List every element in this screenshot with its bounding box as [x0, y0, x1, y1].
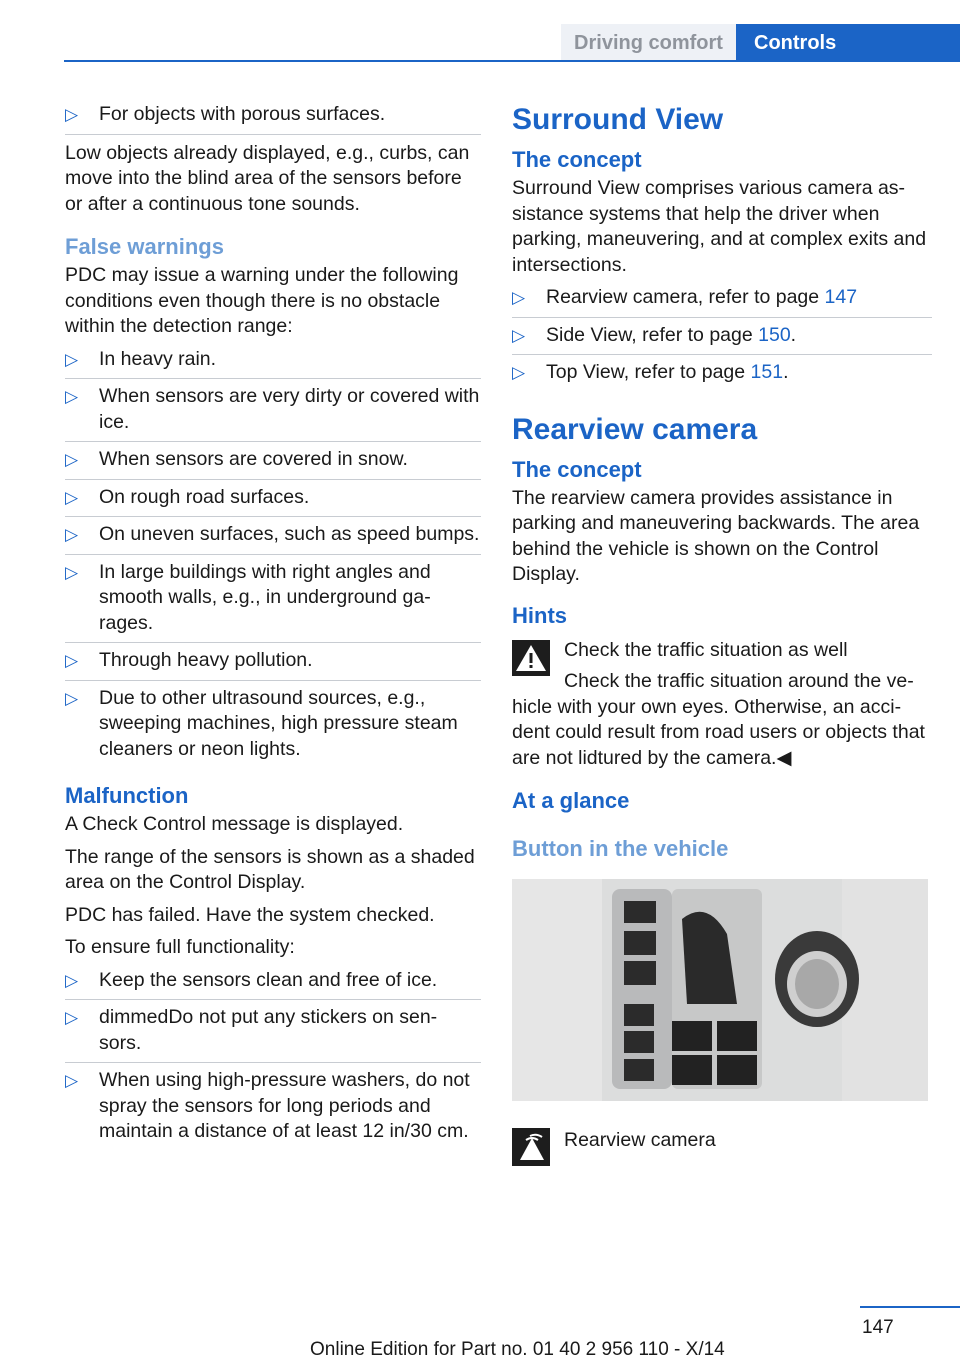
surround-concept-text: Surround View comprises various camera as‐ sistance systems that help the driver when parking, maneuvering, and at complex exits and intersections. [512, 177, 927, 276]
list-item: ▷ Due to other ultrasound sources, e.g., sweeping machines, high pressure steam cleaners or neon lights. [65, 686, 458, 760]
warning-text-first-line: Check the traffic situation around the ve‐ [564, 670, 914, 692]
left-column [65, 102, 481, 1157]
section-tab[interactable]: Driving comfort [561, 24, 736, 62]
list-item: ▷ On uneven surfaces, such as speed bumps. [65, 522, 481, 555]
list-item: ▷ When sensors are very dirty or covered with ice. [65, 384, 481, 442]
list-item: ▷ In heavy rain. [65, 347, 481, 380]
caption-row [512, 1128, 932, 1166]
list-item: ▷ dimmedDo not put any stickers on sen‐ sors. [65, 1005, 481, 1063]
page-link[interactable]: 151 [750, 361, 784, 383]
triangle-right-icon: ▷ [65, 525, 79, 544]
surround-list [512, 285, 932, 392]
false-warnings-intro: PDC may issue a warning under the following conditions even though there is no obstacle within the detection range: [65, 264, 459, 337]
false-warnings-list [65, 347, 481, 769]
triangle-right-icon: ▷ [65, 387, 79, 406]
rearview-camera-title: Rearview camera [512, 412, 758, 446]
low-objects-text: Low objects already displayed, e.g., curbs, can move into the blind area of the sensors before or after a continuous tone sounds. [65, 141, 470, 215]
surround-concept-heading: The concept [512, 147, 642, 172]
porous-list [65, 102, 481, 135]
rearview-camera-icon [512, 1128, 550, 1166]
warning-title: Check the traffic situation as well [564, 638, 848, 661]
warning-text: hicle with your own eyes. Otherwise, an acci‐ dent could result from road users or objects that are not lidtured by the camera.◀ [512, 695, 925, 769]
list-item: ▷ Through heavy pollution. [65, 648, 481, 681]
warning-triangle-icon [512, 640, 550, 676]
at-a-glance-heading: At a glance [512, 788, 630, 813]
list-item: ▷ Side View, refer to page 150. [512, 323, 932, 356]
rearview-camera-caption: Rearview camera [564, 1129, 716, 1151]
triangle-right-icon: ▷ [512, 288, 526, 307]
triangle-right-icon: ▷ [65, 970, 79, 990]
triangle-right-icon: ▷ [65, 1071, 79, 1090]
triangle-right-icon: ▷ [512, 363, 526, 382]
malfunction-p3: PDC has failed. Have the system checked. [65, 903, 435, 926]
hints-heading: Hints [512, 602, 567, 628]
list-item: ▷ Keep the sensors clean and free of ice. [65, 968, 481, 1001]
list-item: ▷ When sensors are covered in snow. [65, 447, 481, 480]
triangle-right-icon: ▷ [65, 450, 79, 469]
list-item: ▷ For objects with porous surfaces. [65, 102, 481, 135]
right-column [512, 102, 932, 1166]
triangle-right-icon: ▷ [65, 651, 79, 670]
triangle-right-icon: ▷ [512, 325, 526, 345]
malfunction-p1: A Check Control message is displayed. [65, 813, 404, 835]
triangle-right-icon: ▷ [65, 562, 79, 582]
functionality-list [65, 968, 481, 1151]
header-rule [64, 60, 960, 62]
page-header [0, 0, 960, 62]
triangle-right-icon: ▷ [65, 688, 79, 708]
list-item: ▷ Top View, refer to page 151. [512, 360, 932, 392]
list-item: ▷ When using high-pressure washers, do not spray the sensors for long periods and maintain a distance of at least 12 in/30 cm. [65, 1069, 470, 1142]
malfunction-p4: To ensure full functionality: [65, 936, 295, 958]
button-in-vehicle-heading: Button in the vehicle [512, 836, 729, 861]
warning-block [512, 638, 932, 695]
page-link[interactable]: 147 [824, 286, 858, 308]
page-number: 147 [862, 1317, 894, 1338]
surround-view-title: Surround View [512, 103, 724, 136]
footer-rule [860, 1306, 960, 1308]
center-console-photo [512, 879, 928, 1101]
malfunction-p2: The range of the sensors is shown as a shaded area on the Control Display. [65, 845, 475, 893]
false-warnings-heading: False warnings [65, 234, 224, 259]
triangle-right-icon: ▷ [65, 105, 79, 124]
rearview-concept-text: The rearview camera provides assistance in parking and maneuvering backwards. The area behind the vehicle is shown on the Control Display. [512, 486, 920, 585]
list-item: ▷ Rearview camera, refer to page 147 [512, 285, 932, 318]
chapter-tab[interactable]: Controls [736, 24, 960, 62]
list-item: ▷ On rough road surfaces. [65, 485, 481, 518]
triangle-right-icon: ▷ [65, 487, 79, 507]
malfunction-heading: Malfunction [65, 783, 189, 808]
triangle-right-icon: ▷ [65, 1008, 79, 1027]
edition-text: Online Edition for Part no. 01 40 2 956 110 - X/14 [310, 1339, 725, 1360]
triangle-right-icon: ▷ [65, 349, 79, 369]
rearview-concept-heading: The concept [512, 456, 642, 482]
page-link[interactable]: 150 [758, 323, 791, 346]
list-item: ▷ In large buildings with right angles and smooth walls, e.g., in underground ga‐ rages. [65, 560, 481, 644]
